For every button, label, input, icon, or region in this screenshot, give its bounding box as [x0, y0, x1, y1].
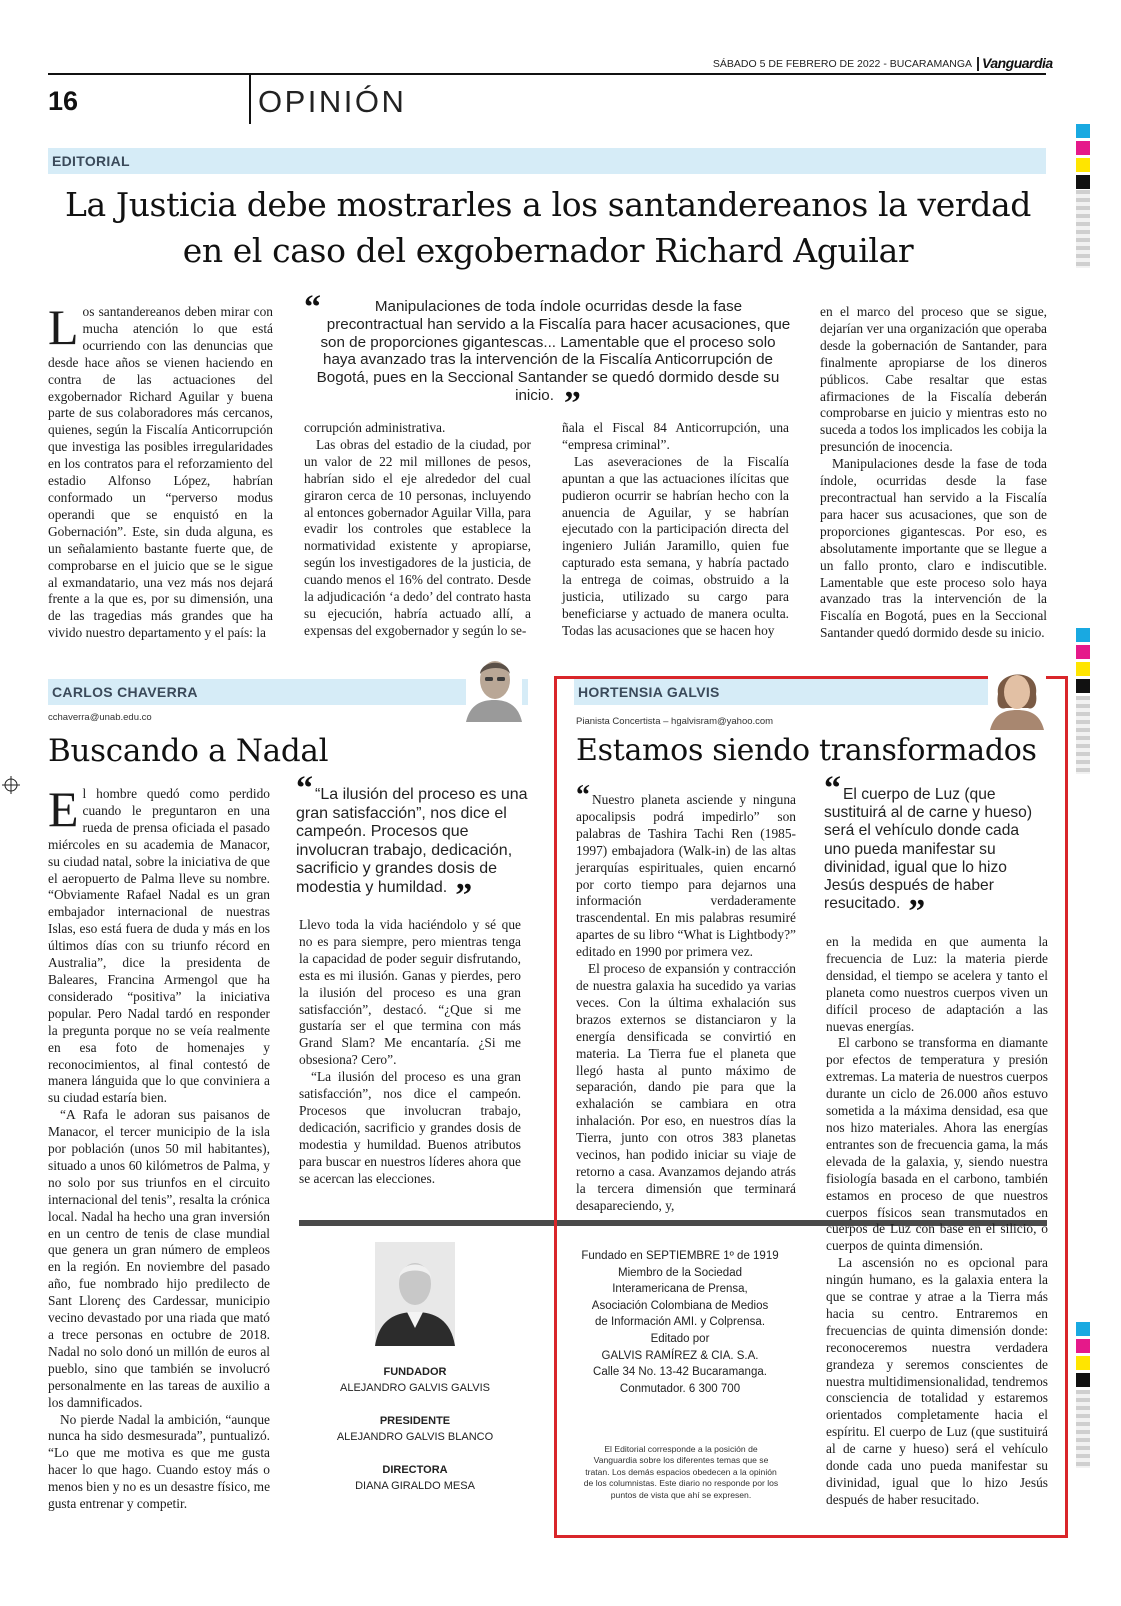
dateline-divider	[977, 57, 979, 71]
column-left-dropcap: E	[48, 781, 79, 837]
author-byline-right: Pianista Concertista – hgalvisram@yahoo.com	[576, 716, 774, 727]
founder-label: FUNDADOR	[383, 1366, 447, 1378]
close-quote-icon: ”	[563, 384, 581, 422]
open-quote-icon: “	[296, 770, 313, 807]
gray-strip-middle	[1076, 696, 1090, 774]
editorial-paragraph: Manipulaciones desde la fase de toda índole, ocurridas desde la fase precontractual han servido a la Fiscalía para hacer sus acusaciones, que son de proporciones gigantescas. Por eso, es absolutamente importante que se llegue a un fallo pronto, claro e indiscutible. Lamentable que este proceso solo haya avanzado tras la intervención de la Fiscalía en Bogotá, pues en la Seccional Santander quedó dormido desde su inicio.	[820, 456, 1047, 641]
column-headline-right: Estamos siendo transformados	[576, 733, 1037, 768]
editorial-column-4	[820, 304, 1047, 640]
editorial-paragraph: corrupción administrativa.	[304, 420, 446, 435]
section-title: OPINIÓN	[258, 84, 407, 119]
color-bar-top	[1076, 124, 1090, 192]
editorial-pull-quote	[304, 289, 792, 422]
close-quote-icon: ”	[455, 876, 473, 914]
director-name: DIANA GIRALDO MESA	[355, 1480, 475, 1492]
editorial-column-2	[304, 420, 531, 640]
gray-strip-bottom	[1076, 1390, 1090, 1468]
column-paragraph: La ascensión no es opcional para ningún humano, es la galaxia entera la que se contrae y atrae a la Tierra más hacia su centro. Entraremos en frecuencias de quinta dimensión donde: reconoceremos nuestra verdadera grandeza y seremos conscientes de nuestra multidimensionalidad, tendremos consciencia de totalidad y estaremos orientados completamente hacia el espíritu. El cuerpo de Luz (que sustituirá al de carne y hueso) será el vehículo donde cada uno pueda manifestar su divinidad, igual que lo hizo Jesús después de haber resucitado.	[826, 1255, 1048, 1507]
editorial-headline-line-1: La Justicia debe mostrarles a los santandereanos la verdad	[64, 185, 1032, 224]
editorial-headline-line-2: en el caso del exgobernador Richard Aguilar	[182, 231, 914, 270]
column-right-text-2	[826, 934, 1048, 1524]
column-left-pull-quote-text: “La ilusión del proceso es una gran satisfacción”, nos dice el campeón. Procesos que involucran trabajo, dedicación, sacrificio y grandes dosis de modestia y humildad.	[296, 786, 528, 896]
column-right-pull-quote	[824, 770, 1046, 931]
column-paragraph: “La ilusión del proceso es una gran satisfacción”, nos dice el campeón. Procesos que involucran trabajo, dedicación, sacrificio y grandes dosis de modestia y humildad. Buenos atributos para buscar en nuestros líderes ahora que se acercan las elecciones.	[299, 1069, 521, 1186]
column-paragraph: l hombre quedó como perdido cuando le preguntaron en una rueda de prensa oficiada el pasado miércoles en su academia de Manacor, su ciudad natal, sobre la iniciativa de que el aeropuerto de Palma lleve su nombre. “Obviamente Rafael Nadal es un gran embajador internacional de nuestras Islas, eso está fuera de duda y más en los últimos días con su triunfo récord en Australia”, dice la presidenta de Baleares, Francina Armengol que ha considerado “positiva” la iniciativa popular. Pero Nadal tardó en responder la pregunta porque no se veía realmente en esa foto de homenajes y reconocimientos, al final contestó de manera lánguida que lo que conviniera a su ciudad estaría bien.	[48, 786, 270, 1106]
close-quote-icon: ”	[908, 893, 926, 931]
column-paragraph: en la medida en que aumenta la frecuencia de Luz: la materia pierde densidad, el tiempo se acelera y tanto el planeta como nuestros cuerpos viven un difícil proceso de adaptación a las nuevas energías.	[826, 934, 1048, 1034]
open-quote-icon: “	[576, 780, 590, 811]
masthead-info-line: Asociación Colombiana de Medios	[591, 1299, 769, 1312]
editorial-pull-quote-text: Manipulaciones de toda índole ocurridas desde la fase precontractual han servido a la Fiscalía para hacer acusaciones, que son de proporciones gigantescas... Lamentable que el proceso solo haya avanzado tras la intervención de la Fiscalía Anticorrupción de Bogotá, pues en la Seccional Santander se quedó dormido desde su inicio.	[316, 298, 791, 404]
page-number: 16	[48, 86, 79, 116]
editorial-paragraph: Las obras del estadio de la ciudad, por un valor de 22 mil millones de pesos, habrían sido el eje alrededor del cual giraron cerca de 10 personas, incluyendo al entonces gobernador Aguilar Villa, para evadir los controles que establece la normatividad existente y apropiarse, según los investigadores de la justicia, de cuando menos el 16% del contrato. Desde la adjudicación ‘a dedo’ del contrato hasta su ejecución, habría actuado allí, a expensas del exgobernador y según lo se-	[304, 436, 531, 638]
color-bar-bottom	[1076, 1322, 1090, 1390]
column-paragraph: Llevo toda la vida haciéndolo y sé que no es para siempre, pero mientras tenga la capacidad de poder seguir disfrutando, esta es mi ilusión. Ganas y pierdes, pero la ilusión del proceso es una gran satisfacción”, destacó. “¿Que si me gustaría ser el que termina con más Grand Slam? Me encantaría. ¿Si me obsesiona? Cero”.	[299, 917, 521, 1068]
color-bar-middle	[1076, 628, 1090, 696]
author-name-left: CARLOS CHAVERRA	[52, 684, 198, 700]
header-vertical-rule	[249, 74, 251, 124]
column-paragraph: El carbono se transforma en diamante por efectos de temperatura y presión extremas. La materia de nuestros cuerpos durante un ciclo de 26.000 años estuvo sometida a la máxima densidad, esa que nos hizo materiales. Ahora las energías entrantes son de frecuencia gama, la más elevada de la galaxia, y, siendo nuestra fisiología basada en el carbono, también estamos en proceso de que nuestros cuerpos físicos sean transmutados en cuerpos de Luz con base en el silicio, o cuerpos de quinta dimensión.	[826, 1035, 1048, 1254]
masthead-staff	[320, 1364, 510, 1494]
masthead-info-line: Conmutador. 6 300 700	[619, 1382, 741, 1395]
registration-mark-icon	[2, 776, 20, 794]
column-right-text-1	[576, 780, 796, 1213]
editorial-paragraph: en el marco del proceso que se sigue, dejarían ver una organización que operaba desde la gobernación de Santander, para finalmente apropiarse de los dineros públicos. Cabe resaltar que estas afirmaciones de la Fiscalía deberán comprobarse en juicio y mientras esto no suceda a todos los implicados les cobija la presunción de inocencia.	[820, 304, 1047, 455]
editorial-paragraph: Las aseveraciones de la Fiscalía apuntan a que las actuaciones ilícitas que pudieron ocurrir se habrían hecho con la anuencia de Aguilar, y se habrían ejecutado con la participación directa del ingeniero Julián Jaramillo, quien fue capturado esta semana, y habría pactado la entrega de coimas, obstruido a la justicia, utilizado su cargo para beneficiarse y actuado de manera oculta. Todas las acusaciones que se hacen hoy	[562, 453, 789, 638]
masthead-info-line: Editado por	[650, 1332, 710, 1345]
open-quote-icon: “	[304, 289, 321, 326]
column-paragraph: Nuestro planeta asciende y ninguna apocalipsis podrá impedirlo” son palabras de Tashira Tachi Ren (1985-1997) embajadora (Walk-in) de las altas jerarquías espirituales, quien encarnó por corto tiempo para dejarnos una información verdaderamente trascendental. En mis palabras resumiré apartes de su libro “What is Lightbody?” editado en 1990 por primera vez.	[576, 792, 796, 960]
brand-logo: Vanguardia	[982, 55, 1053, 71]
column-headline-left: Buscando a Nadal	[48, 733, 329, 769]
column-left-pull-quote	[296, 770, 528, 914]
president-name: ALEJANDRO GALVIS BLANCO	[336, 1431, 494, 1443]
editorial-label: EDITORIAL	[52, 153, 130, 169]
editorial-dropcap: L	[48, 299, 79, 355]
editorial-paragraph: ñala el Fiscal 84 Anticorrupción, una “empresa criminal”.	[562, 420, 789, 452]
masthead-disclaimer: El Editorial corresponde a la posición de Vanguardia sobre los diferentes temas que se tratan. Los demás espacios obedecen a la opinión de los columnistas. Este diario no responde por los puntos de vista que ahí se expresen.	[583, 1444, 779, 1500]
masthead-info-line: Calle 34 No. 13-42 Bucaramanga.	[593, 1366, 767, 1379]
editorial-headline	[48, 182, 1048, 274]
author-name-right: HORTENSIA GALVIS	[578, 684, 720, 700]
column-paragraph: No pierde Nadal la ambición, “aunque nunca ha sido desmesurada”, puntualizó. “Lo que me motiva es que me gusta hacer lo que hago. Cuando estoy más o menos bien y no es un desastre físico, me gusta entrenar y competir.	[48, 1411, 271, 1512]
dateline: SÁBADO 5 DE FEBRERO DE 2022 - BUCARAMANGA	[712, 58, 972, 70]
author-photo-right	[988, 658, 1046, 730]
founder-photo	[375, 1242, 455, 1346]
editorial-paragraph: os santandereanos deben mirar con mucha atención lo que está ocurriendo con las denuncias que desde hace años se vienen haciendo en contra de las actuaciones del exgobernador Richard Aguilar y buena parte de sus colaboradores más cercanos, quienes, según la Fiscalía Anticorrupción que investiga las posibles irregularidades en los contratos para el reforzamiento del estadio Alfonso López, habrían conformado un “perverso modus operandi que se enquistó en la Gobernación”. Este, sin duda alguna, es un señalamiento bastante fuerte que, de comprobarse en el juicio que se le sigue al exmandatario, una vez más nos dejará frente a la que es, por su dimensión, una de las tragedias más grandes que ha vivido nuestro departamento y el país: la	[48, 304, 273, 641]
founder-name: ALEJANDRO GALVIS GALVIS	[340, 1382, 490, 1394]
column-right-pull-quote-text: El cuerpo de Luz (que sustituirá al de carne y hueso) será el vehículo donde cada uno pueda manifestar su divinidad, igual que lo hizo Jesús después de haber resucitado.	[824, 786, 1033, 913]
masthead-info-line: Interamericana de Prensa,	[612, 1283, 748, 1296]
header-rule	[48, 73, 1046, 75]
masthead-info-line: Miembro de la Sociedad	[617, 1266, 742, 1279]
column-left-text-1	[48, 781, 271, 1516]
author-portrait-icon	[988, 658, 1046, 730]
editorial-column-1	[48, 299, 273, 641]
editorial-column-3	[562, 420, 789, 640]
director-label: DIRECTORA	[382, 1464, 448, 1476]
editorial-label-bar	[48, 148, 1046, 174]
author-photo-left	[466, 650, 522, 722]
masthead-info-line: GALVIS RAMÍREZ & CIA. S.A.	[601, 1349, 759, 1362]
masthead-info-line: Fundado en SEPTIEMBRE 1º de 1919	[581, 1250, 779, 1262]
column-left-text-2	[299, 917, 521, 1187]
masthead-info-line: de Información AMI. y Colprensa.	[594, 1316, 766, 1329]
founder-portrait-icon	[375, 1242, 455, 1346]
column-paragraph: El proceso de expansión y contracción de nuestra galaxia ha sucedido ya varias veces. Con la última exhalación sus brazos externos se distanciaron y la energía densificada se convirtió en materia. La Tierra fue el planeta que llegó hasta al punto máximo de separación, dando pie para que la exhalación se cambiara en otra inhalación. Por eso, en nuestros días la Tierra, junto con otros 383 planetas vecinos, han podido iniciar su viaje de retorno a casa. Avanzamos dejando atrás la tercera dimensión que terminará desapareciendo, y,	[576, 961, 796, 1213]
author-email-left: cchaverra@unab.edu.co	[48, 712, 152, 723]
column-paragraph: “A Rafa le adoran sus paisanos de Manacor, el tercer municipio de la isla por población (unos 50 mil habitantes), situado a unos 60 kilómetros de Palma, y no solo por sus triunfos en el circuito internacional del tenis”, resalta la crónica local. Nadal ha hecho una gran inversión en un centro de tenis de clase mundial que genera un gran número de empleos en la región. En noviembre del pasado año, fue nombrado hijo predilecto de Sant Llorenç des Cardessar, municipio vecino devastado por una riada que mató a trece personas en octubre de 2018. Nadal no solo donó un millón de euros al pueblo, sino que también se involucró personalmente en las tareas de auxilio a los damnificados.	[48, 1107, 270, 1410]
gray-strip-top	[1076, 190, 1090, 268]
president-label: PRESIDENTE	[379, 1415, 451, 1427]
author-portrait-icon	[466, 650, 522, 722]
open-quote-icon: “	[824, 770, 841, 807]
